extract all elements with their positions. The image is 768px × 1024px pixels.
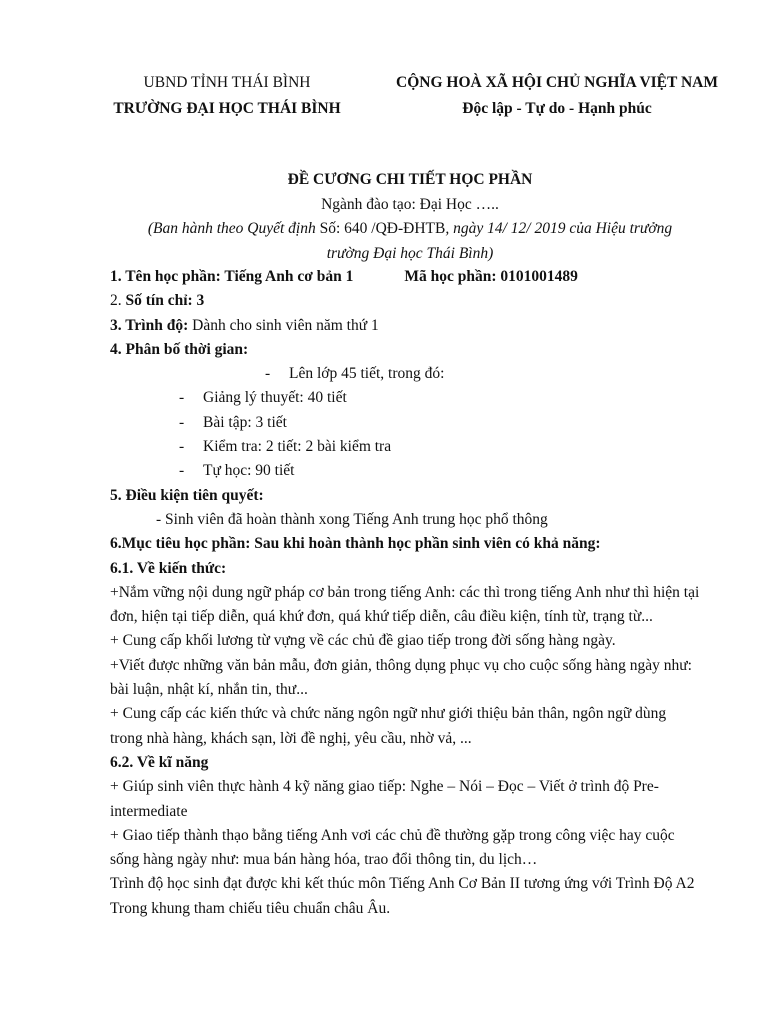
national-motto: Độc lập - Tự do - Hạnh phúc: [462, 100, 652, 117]
credits-number: 2.: [110, 292, 126, 310]
national-title: CỘNG HOÀ XÃ HỘI CHỦ NGHĨA VIỆT NAM: [396, 74, 718, 91]
section-6-2-heading: 6.2. Về kĩ năng: [110, 753, 209, 771]
training-major: Ngành đào tạo: Đại Học …..: [321, 195, 499, 213]
dash-marker: -: [179, 413, 185, 431]
section-2: [110, 289, 700, 313]
course-code: Mã học phần: 0101001489: [404, 268, 578, 285]
university-name: TRƯỜNG ĐẠI HỌC THÁI BÌNH: [113, 100, 341, 117]
skill-item: + Giao tiếp thành thạo bằng tiếng Anh vơi các chủ đề thường gặp trong công việc hay cuộc sống hàng ngày như: mua bán hàng hóa, trao đổi thông tin, du lịch…: [110, 826, 675, 869]
course-name: 1. Tên học phần: Tiếng Anh cơ bản 1: [110, 268, 354, 285]
knowledge-item: +Viết được những văn bản mẫu, đơn giản, thông dụng phục vụ cho cuộc sống hàng ngày như: bài luận, nhật kí, nhắn tin, thư...: [110, 656, 692, 699]
time-item: [110, 435, 700, 459]
document-title: ĐỀ CƯƠNG CHI TIẾT HỌC PHẦN: [287, 171, 533, 188]
decree-line-2: trường Đại học Thái Bình): [326, 244, 494, 262]
knowledge-item: +Nắm vững nội dung ngữ pháp cơ bản trong tiếng Anh: các thì trong tiếng Anh như thì hiện tại đơn, hiện tại tiếp diễn, quá khứ đơn, quá khứ tiếp diễn, câu điều kiện, tính từ, trạng từ...: [110, 583, 700, 626]
knowledge-item: + Cung cấp khối lương từ vựng về các chủ đề giao tiếp trong đời sống hàng ngày.: [110, 632, 616, 650]
time-item-text: Giảng lý thuyết: 40 tiết: [203, 389, 347, 407]
time-item-text: Bài tập: 3 tiết: [203, 413, 287, 431]
time-total: [110, 362, 700, 386]
decree-line: [100, 217, 720, 242]
dash-marker: -: [265, 365, 271, 383]
section-1: [110, 265, 700, 289]
decree-prefix: (Ban hành theo Quyết định: [147, 220, 320, 237]
skill-item: Trình độ học sinh đạt được khi kết thúc môn Tiếng Anh Cơ Bản II tương ứng với Trình Độ A2 Trong khung tham chiếu tiêu chuẩn châu Âu.: [110, 875, 695, 917]
time-total-text: Lên lớp 45 tiết, trong đó:: [289, 365, 445, 383]
province-committee: UBND TỈNH THÁI BÌNH: [143, 74, 311, 91]
dash-marker: -: [179, 462, 185, 480]
skill-item: + Giúp sinh viên thực hành 4 kỹ năng giao tiếp: Nghe – Nói – Đọc – Viết ở trình độ Pre-intermediate: [110, 778, 659, 820]
header-left: [92, 70, 362, 122]
knowledge-item: + Cung cấp các kiến thức và chức năng ngôn ngữ như giới thiệu bản thân, ngôn ngữ dùng trong nhà hàng, khách sạn, lời đề nghị, yêu cầu, nhờ vả, ...: [110, 705, 667, 747]
section-3: [110, 314, 700, 338]
time-item-text: Kiểm tra: 2 tiết: 2 bài kiểm tra: [203, 438, 392, 456]
section-6-heading: 6.Mục tiêu học phần: Sau khi hoàn thành học phần sinh viên có khả năng:: [110, 535, 601, 553]
time-item: [110, 386, 700, 410]
section-6-1-heading: 6.1. Về kiến thức:: [110, 559, 227, 577]
document-body: [110, 265, 700, 921]
title-block: [100, 168, 720, 266]
dash-marker: -: [179, 389, 185, 407]
credits-label: Số tín chỉ: 3: [125, 292, 205, 310]
time-item-text: Tự học: 90 tiết: [203, 462, 295, 480]
section-4-heading: 4. Phân bố thời gian:: [110, 340, 249, 358]
decree-date: , ngày 14/ 12/ 2019 của Hiệu trưởng: [445, 220, 673, 237]
section-5-heading: 5. Điều kiện tiên quyết:: [110, 486, 264, 504]
decree-number: Số: 640 /QĐ-ĐHTB: [319, 220, 446, 237]
header-right: [372, 70, 742, 122]
dash-marker: -: [179, 438, 185, 456]
time-item: [110, 459, 700, 483]
prerequisite-text: - Sinh viên đã hoàn thành xong Tiếng Anh trung học phổ thông: [156, 510, 548, 528]
level-label: 3. Trình độ:: [110, 316, 189, 334]
level-value: Dành cho sinh viên năm thứ 1: [188, 316, 379, 334]
time-item: [110, 411, 700, 435]
